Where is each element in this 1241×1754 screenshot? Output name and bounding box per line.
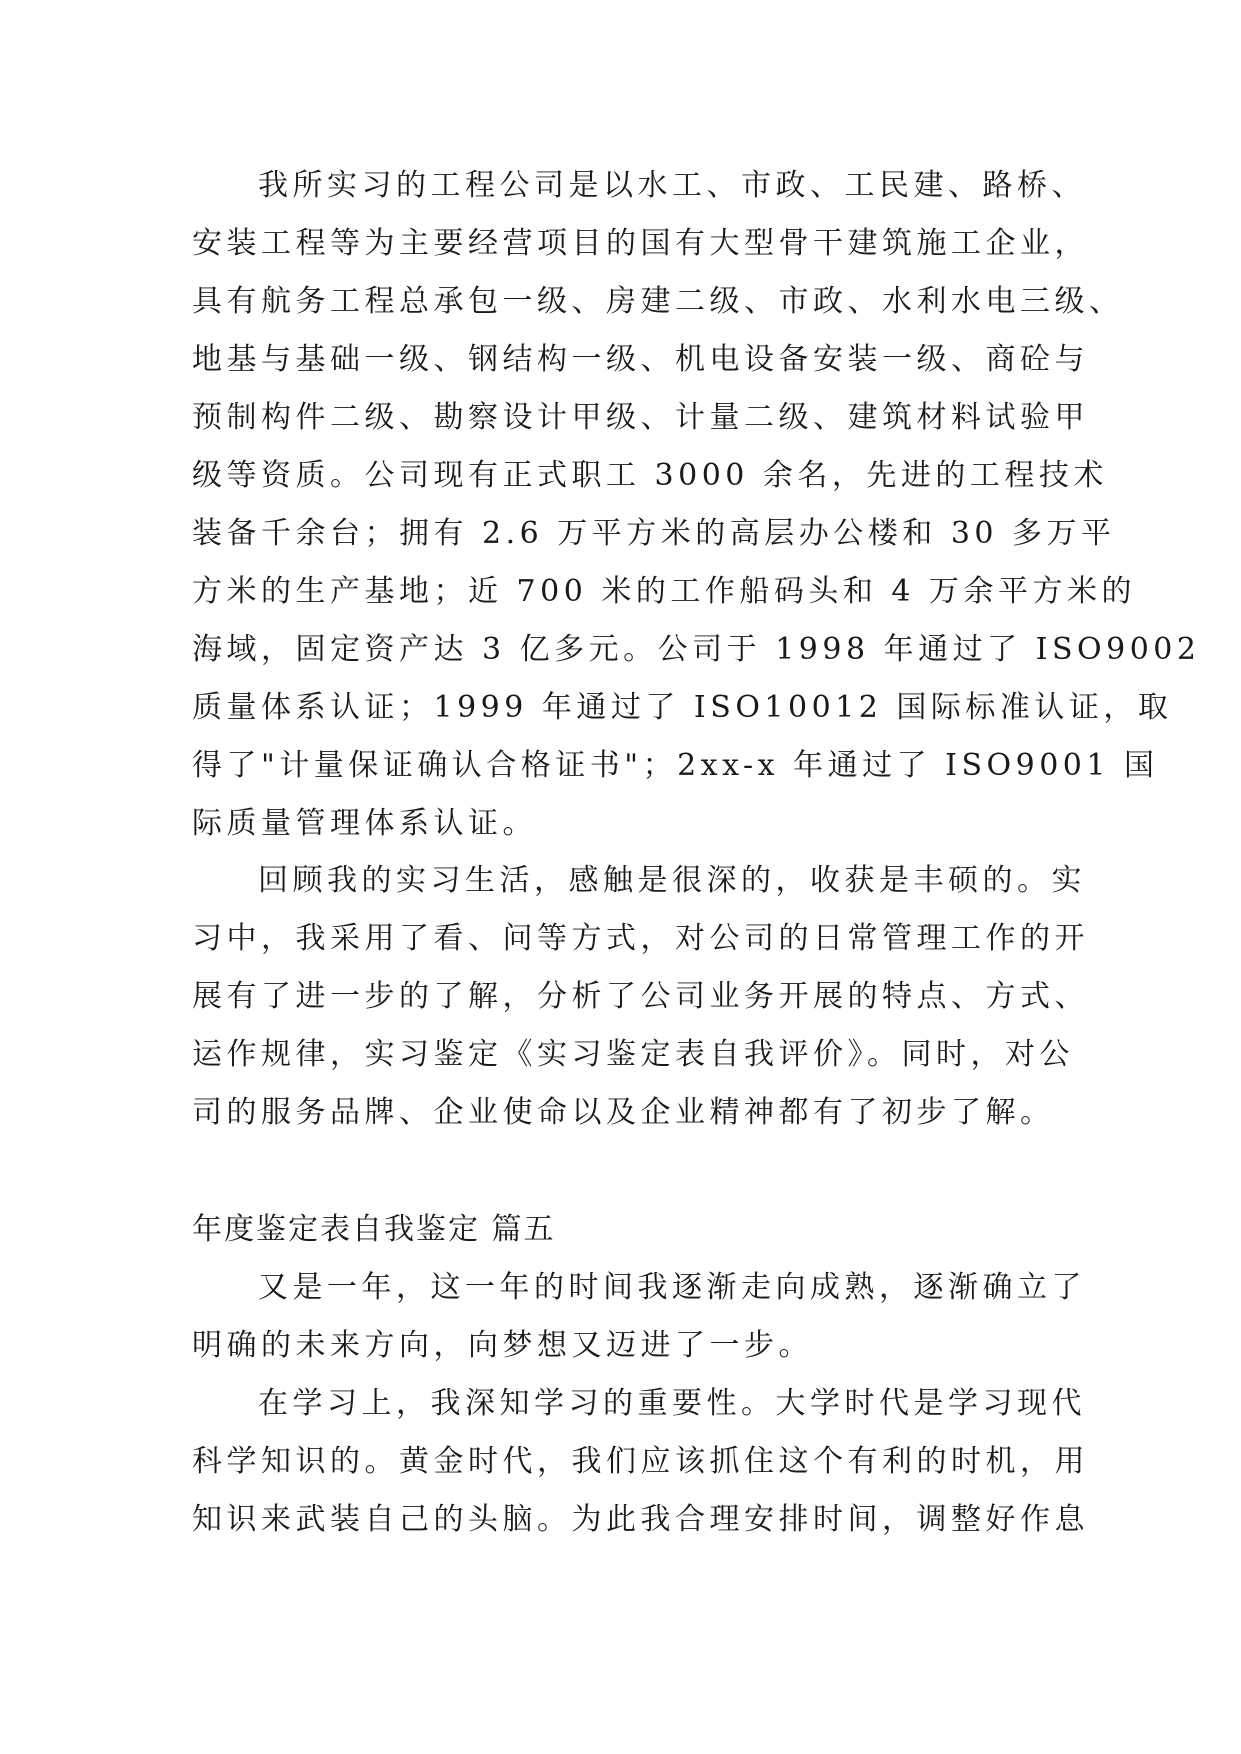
text-line: 装备千余台；拥有 2.6 万平方米的高层办公楼和 30 多万平 [192, 516, 1116, 551]
paragraph-internship-review [192, 852, 1089, 1142]
text-line: 我所实习的工程公司是以水工、市政、工民建、路桥、 [258, 168, 1086, 203]
text-line: 安装工程等为主要经营项目的国有大型骨干建筑施工企业， [192, 226, 1089, 261]
text-line: 具有航务工程总承包一级、房建二级、市政、水利水电三级、 [192, 284, 1124, 319]
text-line: 知识来武装自己的头脑。为此我合理安排时间，调整好作息 [192, 1502, 1089, 1537]
text-line: 运作规律，实习鉴定《实习鉴定表自我评价》。同时，对公 [192, 1037, 1074, 1072]
paragraph-study [192, 1375, 1089, 1549]
text-line: 回顾我的实习生活，感触是很深的，收获是丰硕的。实 [258, 863, 1086, 898]
text-line: 际质量管理体系认证。 [192, 806, 537, 841]
text-line: 科学知识的。黄金时代，我们应该抓住这个有利的时机，用 [192, 1444, 1089, 1479]
text-line: 明确的未来方向，向梦想又迈进了一步。 [192, 1328, 813, 1363]
text-line: 级等资质。公司现有正式职工 3000 余名，先进的工程技术 [192, 458, 1108, 493]
text-line: 地基与基础一级、钢结构一级、机电设备安装一级、商砼与 [192, 342, 1089, 377]
text-line: 方米的生产基地；近 700 米的工作船码头和 4 万余平方米的 [192, 574, 1136, 609]
text-line: 习中，我采用了看、问等方式，对公司的日常管理工作的开 [192, 921, 1089, 956]
paragraph-year-summary [192, 1259, 1086, 1375]
text-line: 司的服务品牌、企业使命以及企业精神都有了初步了解。 [192, 1095, 1055, 1130]
text-line: 得了"计量保证确认合格证书"；2xx-x 年通过了 ISO9001 国 [192, 748, 1159, 783]
section-heading: 年度鉴定表自我鉴定 篇五 [192, 1212, 556, 1247]
text-line: 海域，固定资产达 3 亿多元。公司于 1998 年通过了 ISO9002 [192, 632, 1201, 667]
text-line: 又是一年，这一年的时间我逐渐走向成熟，逐渐确立了 [258, 1270, 1086, 1305]
text-line: 质量体系认证；1999 年通过了 ISO10012 国际标准认证，取 [192, 690, 1173, 725]
text-line: 预制构件二级、勘察设计甲级、计量二级、建筑材料试验甲 [192, 400, 1089, 435]
paragraph-company-intro [192, 157, 1201, 853]
text-line: 展有了进一步的了解，分析了公司业务开展的特点、方式、 [192, 979, 1089, 1014]
text-line: 在学习上，我深知学习的重要性。大学时代是学习现代 [258, 1386, 1086, 1421]
